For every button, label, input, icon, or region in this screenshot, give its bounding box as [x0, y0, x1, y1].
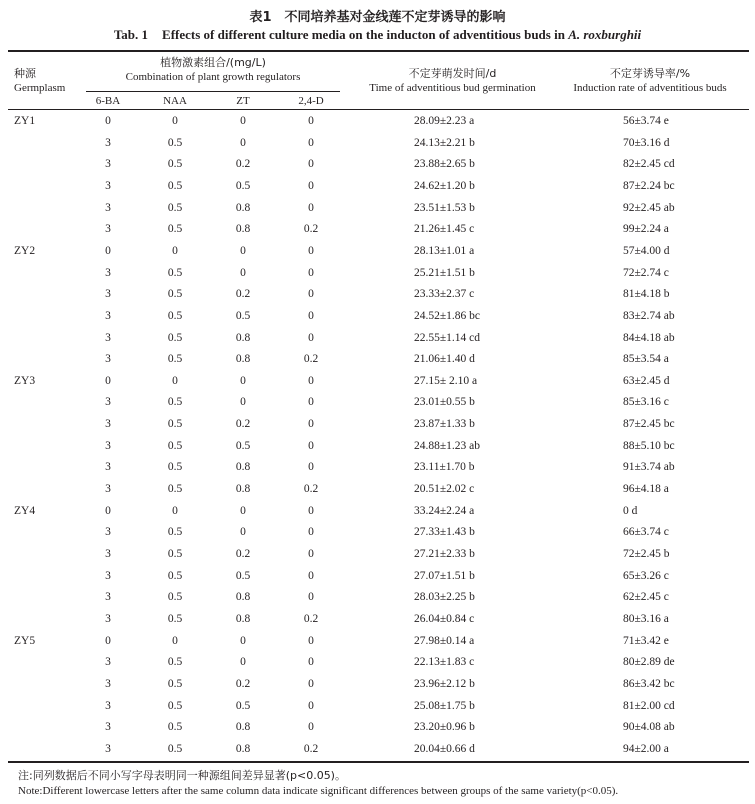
d24-cell: 0	[308, 461, 314, 474]
rate-cell: 85±3.54 a	[623, 353, 669, 366]
time-cell: 27.21±2.33 b	[414, 548, 475, 560]
rate-cell: 87±2.24 bc	[623, 179, 675, 192]
rate-cell: 99±2.24 a	[623, 223, 669, 236]
time-cell: 27.07±1.51 b	[414, 569, 475, 582]
ba-cell: 3	[105, 569, 111, 582]
rate-cell: 91±3.74 ab	[623, 461, 675, 474]
table-row	[0, 241, 755, 263]
rate-cell: 57±4.00 d	[623, 244, 670, 257]
zt-cell: 0.8	[235, 721, 251, 734]
zt-cell: 0.2	[235, 158, 251, 171]
naa-cell: 0.5	[167, 158, 183, 171]
rate-cell: 65±3.26 c	[623, 569, 669, 582]
rate-cell: 84±4.18 ab	[623, 331, 675, 344]
ba-cell: 0	[105, 374, 111, 387]
naa-cell: 0.5	[167, 569, 183, 582]
header-rate-en: Induction rate of adventitious buds	[573, 82, 727, 94]
table-row	[0, 479, 755, 501]
d24-cell: 0	[308, 288, 314, 301]
table-caption-text: Effects of different culture media on the inducton of adventitious buds in	[162, 27, 569, 42]
zt-cell: 0.8	[235, 461, 251, 474]
naa-cell: 0.5	[167, 612, 183, 625]
note-en: Note:Different lowercase letters after the same column data indicate significant differences between groups of the same variety(p<0.05).	[18, 785, 619, 797]
header-time-cn: 不定芽萌发时间/d	[408, 67, 497, 80]
ba-cell: 3	[105, 331, 111, 344]
table-row	[0, 306, 755, 328]
ba-cell: 3	[105, 548, 111, 560]
d24-cell: 0	[308, 374, 314, 387]
ba-cell: 3	[105, 699, 111, 712]
d24-cell: 0.2	[303, 223, 319, 236]
ba-cell: 3	[105, 223, 111, 236]
rate-cell: 72±2.74 c	[623, 266, 669, 279]
germplasm-cell: ZY3	[14, 374, 36, 387]
rate-cell: 66±3.74 c	[623, 526, 669, 539]
time-cell: 27.98±0.14 a	[414, 634, 475, 647]
table-row	[0, 349, 755, 371]
time-cell: 33.24±2.24 a	[414, 504, 475, 517]
zt-cell: 0	[240, 634, 246, 647]
zt-cell: 0.2	[235, 418, 251, 431]
time-cell: 23.87±1.33 b	[414, 418, 475, 431]
zt-cell: 0.8	[235, 483, 251, 496]
ba-cell: 3	[105, 418, 111, 431]
rate-cell: 88±5.10 bc	[623, 439, 675, 452]
sub-header-rule	[86, 91, 340, 92]
zt-cell: 0.5	[235, 179, 251, 192]
table-row	[0, 501, 755, 523]
zt-cell: 0	[240, 266, 246, 279]
zt-cell: 0.2	[235, 677, 251, 690]
germplasm-cell: ZY2	[14, 244, 36, 257]
ba-cell: 3	[105, 266, 111, 279]
zt-cell: 0.8	[235, 742, 251, 755]
d24-cell: 0	[308, 526, 314, 539]
zt-cell: 0.2	[235, 548, 251, 560]
naa-cell: 0.5	[167, 721, 183, 734]
time-cell: 27.15± 2.10 a	[414, 374, 478, 387]
naa-cell: 0.5	[167, 418, 183, 431]
header-24d: 2,4-D	[298, 95, 324, 107]
rate-cell: 81±4.18 b	[623, 288, 670, 301]
table-row	[0, 111, 755, 133]
table-row	[0, 544, 755, 566]
ba-cell: 0	[105, 244, 111, 257]
table-row	[0, 457, 755, 479]
note-cn: 注:同列数据后不同小写字母表明同一种源组间差异显著(p<0.05)。	[18, 769, 346, 782]
ba-cell: 3	[105, 136, 111, 149]
ba-cell: 3	[105, 526, 111, 539]
table-row	[0, 717, 755, 739]
time-cell: 23.33±2.37 c	[414, 288, 475, 301]
naa-cell: 0	[172, 374, 178, 387]
table-row	[0, 328, 755, 350]
naa-cell: 0.5	[167, 396, 183, 409]
table-row	[0, 263, 755, 285]
d24-cell: 0	[308, 548, 314, 560]
naa-cell: 0.5	[167, 136, 183, 149]
time-cell: 26.04±0.84 c	[414, 612, 475, 625]
zt-cell: 0.2	[235, 288, 251, 301]
rate-cell: 0 d	[623, 504, 638, 517]
time-cell: 28.03±2.25 b	[414, 591, 475, 604]
naa-cell: 0.5	[167, 742, 183, 755]
time-cell: 23.20±0.96 b	[414, 721, 475, 734]
rate-cell: 82±2.45 cd	[623, 158, 675, 171]
zt-cell: 0.8	[235, 223, 251, 236]
rate-cell: 81±2.00 cd	[623, 699, 675, 712]
d24-cell: 0	[308, 677, 314, 690]
rate-cell: 56±3.74 e	[623, 115, 669, 127]
d24-cell: 0.2	[303, 612, 319, 625]
zt-cell: 0.8	[235, 591, 251, 604]
table-row	[0, 631, 755, 653]
ba-cell: 3	[105, 742, 111, 755]
time-cell: 20.51±2.02 c	[414, 483, 475, 496]
naa-cell: 0.5	[167, 483, 183, 496]
header-rule	[8, 109, 749, 110]
rate-cell: 92±2.45 ab	[623, 201, 675, 214]
table-row	[0, 176, 755, 198]
time-cell: 22.13±1.83 c	[414, 656, 475, 669]
rate-cell: 87±2.45 bc	[623, 418, 675, 431]
table-row	[0, 414, 755, 436]
zt-cell: 0.5	[235, 439, 251, 452]
rate-cell: 86±3.42 bc	[623, 677, 675, 690]
table-row	[0, 392, 755, 414]
d24-cell: 0	[308, 504, 314, 517]
time-cell: 21.26±1.45 c	[414, 223, 475, 236]
ba-cell: 3	[105, 309, 111, 322]
d24-cell: 0	[308, 634, 314, 647]
rate-cell: 70±3.16 d	[623, 136, 670, 149]
time-cell: 24.13±2.21 b	[414, 136, 475, 149]
ba-cell: 0	[105, 504, 111, 517]
naa-cell: 0	[172, 504, 178, 517]
naa-cell: 0.5	[167, 266, 183, 279]
ba-cell: 3	[105, 288, 111, 301]
time-cell: 24.62±1.20 b	[414, 179, 475, 192]
zt-cell: 0	[240, 526, 246, 539]
naa-cell: 0.5	[167, 677, 183, 690]
d24-cell: 0	[308, 396, 314, 409]
ba-cell: 3	[105, 439, 111, 452]
zt-cell: 0	[240, 396, 246, 409]
naa-cell: 0.5	[167, 656, 183, 669]
zt-cell: 0	[240, 115, 246, 127]
d24-cell: 0	[308, 721, 314, 734]
rate-cell: 90±4.08 ab	[623, 721, 675, 734]
time-cell: 23.96±2.12 b	[414, 677, 475, 690]
zt-cell: 0.8	[235, 331, 251, 344]
d24-cell: 0	[308, 418, 314, 431]
ba-cell: 0	[105, 115, 111, 127]
table-row	[0, 587, 755, 609]
naa-cell: 0.5	[167, 309, 183, 322]
time-cell: 21.06±1.40 d	[414, 353, 475, 366]
zt-cell: 0	[240, 504, 246, 517]
time-cell: 28.13±1.01 a	[414, 244, 475, 257]
rate-cell: 83±2.74 ab	[623, 309, 675, 322]
naa-cell: 0.5	[167, 179, 183, 192]
header-combination-en: Combination of plant growth regulators	[125, 71, 301, 83]
time-cell: 22.55±1.14 cd	[414, 331, 481, 344]
d24-cell: 0	[308, 115, 314, 127]
header-rate	[560, 67, 740, 95]
ba-cell: 0	[105, 634, 111, 647]
time-cell: 25.08±1.75 b	[414, 699, 475, 712]
zt-cell: 0.5	[235, 309, 251, 322]
naa-cell: 0	[172, 115, 178, 127]
zt-cell: 0.5	[235, 569, 251, 582]
d24-cell: 0	[308, 179, 314, 192]
d24-cell: 0	[308, 699, 314, 712]
header-naa: NAA	[163, 95, 187, 107]
zt-cell: 0	[240, 656, 246, 669]
ba-cell: 3	[105, 721, 111, 734]
ba-cell: 3	[105, 353, 111, 366]
d24-cell: 0.2	[303, 742, 319, 755]
bottom-rule	[8, 761, 749, 763]
germplasm-cell: ZY4	[14, 504, 36, 517]
zt-cell: 0	[240, 136, 246, 149]
naa-cell: 0	[172, 244, 178, 257]
time-cell: 24.52±1.86 bc	[414, 309, 481, 322]
table-row	[0, 284, 755, 306]
time-cell: 27.33±1.43 b	[414, 526, 475, 539]
d24-cell: 0.2	[303, 353, 319, 366]
header-combination-cn: 植物激素组合/(mg/L)	[160, 56, 266, 69]
table-row	[0, 609, 755, 631]
naa-cell: 0.5	[167, 223, 183, 236]
ba-cell: 3	[105, 396, 111, 409]
rate-cell: 96±4.18 a	[623, 483, 669, 496]
d24-cell: 0	[308, 244, 314, 257]
d24-cell: 0	[308, 591, 314, 604]
table-caption-en	[0, 27, 755, 43]
table-row	[0, 522, 755, 544]
zt-cell: 0	[240, 244, 246, 257]
zt-cell: 0.5	[235, 699, 251, 712]
naa-cell: 0.5	[167, 699, 183, 712]
ba-cell: 3	[105, 201, 111, 214]
d24-cell: 0	[308, 309, 314, 322]
rate-cell: 80±3.16 a	[623, 612, 669, 625]
ba-cell: 3	[105, 677, 111, 690]
header-6ba: 6-BA	[95, 95, 121, 107]
d24-cell: 0	[308, 439, 314, 452]
naa-cell: 0.5	[167, 353, 183, 366]
naa-cell: 0.5	[167, 439, 183, 452]
time-cell: 23.01±0.55 b	[414, 396, 475, 409]
d24-cell: 0	[308, 201, 314, 214]
table-row	[0, 739, 755, 761]
table-row	[0, 133, 755, 155]
naa-cell: 0.5	[167, 201, 183, 214]
rate-cell: 94±2.00 a	[623, 742, 669, 755]
rate-cell: 72±2.45 b	[623, 548, 670, 560]
table-row	[0, 198, 755, 220]
top-rule	[8, 50, 749, 52]
time-cell: 20.04±0.66 d	[414, 742, 475, 755]
header-rate-cn: 不定芽诱导率/%	[609, 67, 691, 80]
naa-cell: 0.5	[167, 591, 183, 604]
table-row	[0, 566, 755, 588]
ba-cell: 3	[105, 483, 111, 496]
header-time-en: Time of adventitious bud germination	[369, 82, 536, 94]
rate-cell: 80±2.89 de	[623, 656, 675, 669]
table-row	[0, 652, 755, 674]
ba-cell: 3	[105, 461, 111, 474]
header-combination	[86, 56, 340, 84]
d24-cell: 0	[308, 569, 314, 582]
table-row	[0, 696, 755, 718]
time-cell: 25.21±1.51 b	[414, 266, 475, 279]
naa-cell: 0.5	[167, 288, 183, 301]
rate-cell: 71±3.42 e	[623, 634, 669, 647]
d24-cell: 0	[308, 136, 314, 149]
naa-cell: 0.5	[167, 548, 183, 560]
naa-cell: 0.5	[167, 461, 183, 474]
germplasm-cell: ZY1	[14, 115, 36, 127]
ba-cell: 3	[105, 656, 111, 669]
germplasm-cell: ZY5	[14, 634, 36, 647]
rate-cell: 85±3.16 c	[623, 396, 669, 409]
ba-cell: 3	[105, 591, 111, 604]
header-germplasm-cn: 种源	[14, 67, 36, 80]
d24-cell: 0	[308, 266, 314, 279]
naa-cell: 0.5	[167, 331, 183, 344]
ba-cell: 3	[105, 179, 111, 192]
table-row	[0, 371, 755, 393]
time-cell: 23.88±2.65 b	[414, 158, 475, 171]
ba-cell: 3	[105, 612, 111, 625]
table-row	[0, 436, 755, 458]
time-cell: 23.11±1.70 b	[414, 461, 475, 474]
zt-cell: 0.8	[235, 353, 251, 366]
header-zt: ZT	[236, 95, 250, 107]
rate-cell: 63±2.45 d	[623, 374, 670, 387]
header-germplasm	[14, 67, 65, 95]
header-germplasm-en: Germplasm	[14, 82, 66, 94]
species-name: A. roxburghii	[568, 27, 642, 42]
zt-cell: 0.8	[235, 201, 251, 214]
header-time	[350, 67, 555, 95]
ba-cell: 3	[105, 158, 111, 171]
zt-cell: 0	[240, 374, 246, 387]
time-cell: 23.51±1.53 b	[414, 201, 475, 214]
naa-cell: 0.5	[167, 526, 183, 539]
d24-cell: 0.2	[303, 483, 319, 496]
naa-cell: 0	[172, 634, 178, 647]
table-caption-cn: 表1 不同培养基对金线莲不定芽诱导的影响	[249, 10, 506, 25]
table-number: Tab. 1	[113, 27, 149, 42]
zt-cell: 0.8	[235, 612, 251, 625]
time-cell: 24.88±1.23 ab	[414, 439, 481, 452]
d24-cell: 0	[308, 158, 314, 171]
rate-cell: 62±2.45 c	[623, 591, 669, 604]
table-row	[0, 219, 755, 241]
table-row	[0, 154, 755, 176]
d24-cell: 0	[308, 331, 314, 344]
d24-cell: 0	[308, 656, 314, 669]
table-row	[0, 674, 755, 696]
time-cell: 28.09±2.23 a	[414, 115, 475, 127]
